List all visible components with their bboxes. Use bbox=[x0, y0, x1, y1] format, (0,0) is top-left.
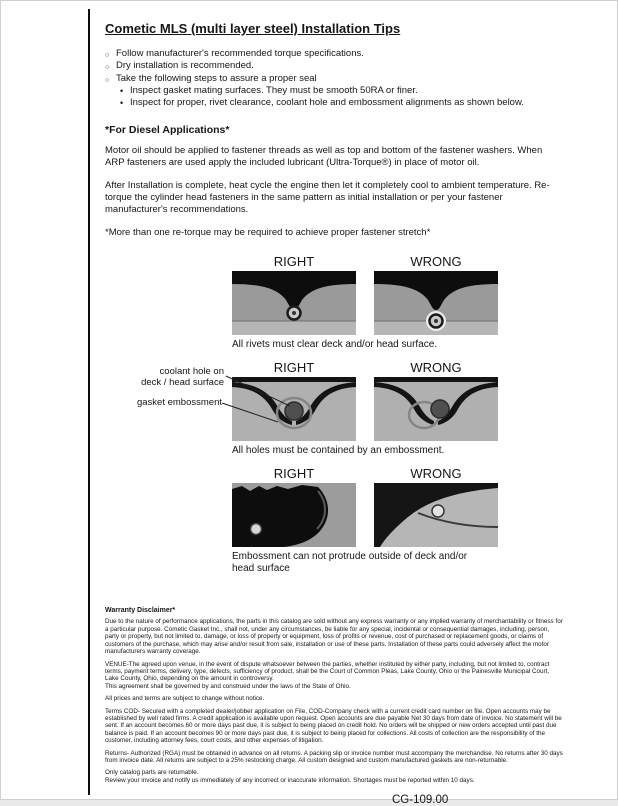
circle-bullet-icon: ○ bbox=[105, 64, 110, 72]
sub-bullet-item bbox=[120, 85, 601, 97]
protrusion-wrong-diagram bbox=[374, 483, 498, 547]
bullet-item bbox=[105, 60, 601, 72]
wrong-label: WRONG bbox=[410, 254, 462, 270]
warranty-paragraph: All prices and terms are subject to change without notice. bbox=[105, 695, 265, 703]
protrusion-right-diagram bbox=[232, 483, 356, 547]
dot-bullet-icon: • bbox=[120, 85, 124, 96]
figure-images bbox=[232, 483, 498, 547]
page-code: CG-109.00 bbox=[392, 794, 449, 806]
figure-caption: Embossment can not protrude outside of deck and/or head surface bbox=[232, 551, 468, 575]
retorque-note: *More than one re-torque may be required to achieve proper fastener stretch* bbox=[105, 227, 431, 239]
figure-labels bbox=[232, 254, 498, 269]
warranty-paragraph: This agreement shall be governed by and construed under the laws of the State of Ohio. bbox=[105, 682, 351, 690]
sub-bullet-text: Inspect for proper, rivet clearance, coolant hole and embossment alignments as shown below. bbox=[130, 97, 524, 109]
page-title: Cometic MLS (multi layer steel) Installation Tips bbox=[105, 21, 401, 36]
figure-images bbox=[232, 377, 498, 441]
warranty-paragraph: Terms COD- Secured with a completed dealer/jobber application on File, COD-Company check with a current credit card number on file. Open accounts may be established by well rated firms. A credit application is available upon request. Open accounts are due payable Net 30 days from date of invoice. No statement will be sent. If an account becomes 60 or more days past due, it is subject to being placed on credit hold. No orders will be shipped or new orders accepted until past due balance is paid. If an account becomes 90 or more days past due, it is subject to being placed for collections. All costs of collection are the responsibility of the customer, including attorney fees, court costs, and other expenses of litigation. bbox=[105, 707, 562, 745]
diesel-applications-heading: *For Diesel Applications* bbox=[105, 124, 230, 137]
bullet-item bbox=[105, 48, 601, 60]
figure-protrusion bbox=[232, 466, 498, 575]
warranty-heading: Warranty Disclaimer* bbox=[105, 607, 176, 615]
bullet-list bbox=[105, 48, 601, 109]
bullet-text: Follow manufacturer's recommended torque specifications. bbox=[116, 48, 364, 59]
right-label: RIGHT bbox=[273, 360, 315, 376]
right-label: RIGHT bbox=[273, 466, 315, 482]
figure-embossment bbox=[136, 360, 498, 457]
figures-section bbox=[136, 254, 498, 575]
right-label: RIGHT bbox=[273, 254, 315, 270]
bullet-text: Take the following steps to assure a proper seal bbox=[116, 72, 317, 84]
figure-images bbox=[232, 271, 498, 335]
rivet-clearance-wrong-diagram bbox=[374, 271, 498, 335]
warranty-paragraph: VENUE-The agreed upon venue, in the event of dispute whatsoever between the parties, whether instituted by either party, including, but not limited to, contract terms, payment terms, delivery, type, defects, sufficiency of product, shall be the Court of Common Pleas, Lake County, Ohio or the Painesville Municipal Court, Lake County, Ohio, depending on the amount in controversy. bbox=[105, 660, 550, 683]
figure-labels bbox=[232, 360, 498, 375]
wrong-label: WRONG bbox=[410, 466, 462, 482]
sub-bullet-text: Inspect gasket mating surfaces. They must be smooth 50RA or finer. bbox=[130, 84, 418, 96]
page-content bbox=[105, 15, 601, 806]
figure-rivets bbox=[232, 254, 498, 351]
diesel-paragraph-1: Motor oil should be applied to fastener threads as well as top and bottom of the fastener washers. When ARP fasteners are used apply the included lubricant (Ultra-Torque®) in place of motor oil. bbox=[105, 145, 543, 169]
figure-caption: All rivets must clear deck and/or head surface. bbox=[232, 339, 438, 351]
page-left-rule bbox=[88, 9, 90, 795]
figure-labels bbox=[232, 466, 498, 481]
embossment-right-diagram bbox=[232, 377, 356, 441]
warranty-section bbox=[105, 607, 563, 784]
embossment-wrong-diagram bbox=[374, 377, 498, 441]
bullet-text: Dry installation is recommended. bbox=[116, 60, 254, 72]
diesel-paragraph-2: After Installation is complete, heat cycle the engine then let it completely cool to ambient temperature. Re-torque the cylinder head fasteners in the same pattern as initial installation or per your fastener manufacturer's recommendations. bbox=[105, 180, 550, 216]
annotation-coolant-hole: coolant hole on deck / head surface bbox=[141, 366, 224, 389]
warranty-paragraph: Only catalog parts are returnable. bbox=[105, 769, 199, 777]
warranty-paragraph: Review your invoice and notify us immediately of any incorrect or inaccurate information. Shortages must be reported within 10 days. bbox=[105, 776, 475, 784]
bullet-item bbox=[105, 73, 601, 85]
figure-caption: All holes must be contained by an embossment. bbox=[232, 445, 445, 457]
wrong-label: WRONG bbox=[410, 360, 462, 376]
circle-bullet-icon: ○ bbox=[105, 76, 110, 84]
rivet-clearance-right-diagram bbox=[232, 271, 356, 335]
annotation-gasket-embossment: gasket embossment bbox=[136, 397, 222, 409]
sub-bullet-item bbox=[120, 97, 601, 109]
warranty-paragraph: Due to the nature of performance applications, the parts in this catalog are sold without any express warranty or any implied warranty of merchantability or fitness for a particular purpose. Cometic Gasket Inc., shall not, under any circumstances, be liable for any special, incidental or consequential damages, including, person, party or property, but not limited to, damage, or loss of property or equipment, loss of profits or revenue, cost of purchased or replacement goods, or claims of customers of the purchase, which may arise and/or result from sale, installation or use of these parts. Installation of these parts could adversely affect the motor manufacturers warranty coverage. bbox=[105, 618, 563, 656]
warranty-paragraph: Returns- Authorized (RGA) must be obtained in advance on all returns. A packing slip or invoice number must accompany the merchandise. No returns after 30 days from invoice date. All returns are subject to a 25% restocking charge. All custom designed and custom manufactured gaskets are non-returnable. bbox=[105, 749, 563, 764]
dot-bullet-icon: • bbox=[120, 98, 124, 109]
circle-bullet-icon: ○ bbox=[105, 52, 110, 59]
